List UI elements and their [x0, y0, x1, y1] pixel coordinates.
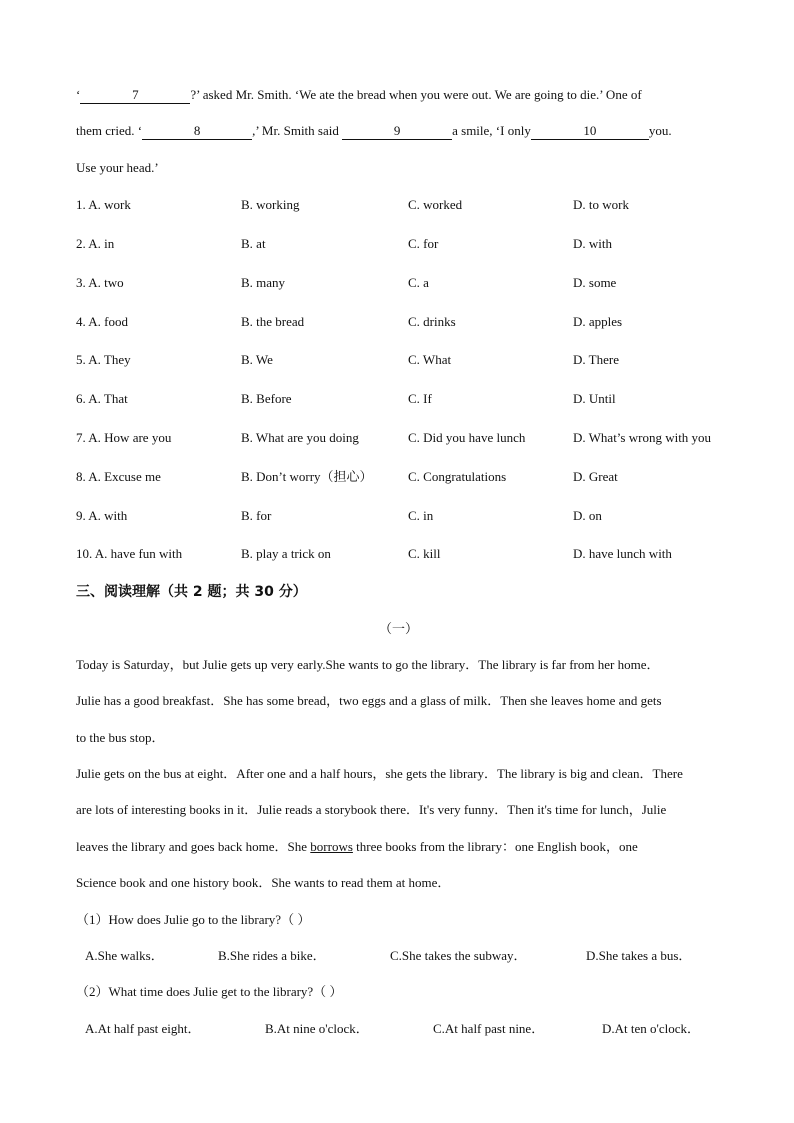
option-row-3: [76, 274, 736, 292]
option-d[interactable]: D. Until: [573, 391, 616, 406]
option-row-7: [76, 429, 736, 447]
option-c[interactable]: C. Congratulations: [408, 469, 507, 484]
option-b[interactable]: B. We: [241, 352, 273, 367]
option-d[interactable]: D. apples: [573, 314, 623, 329]
q2-option-d[interactable]: D.At ten o'clock．: [602, 1021, 701, 1036]
passage-line: Science book and one history book．She wants to read them at home．: [76, 875, 451, 890]
passage-line: to the bus stop．: [76, 730, 165, 745]
option-a[interactable]: 3. A. two: [76, 275, 124, 290]
cloze-line-1: [76, 86, 642, 104]
option-row-2: [76, 235, 736, 253]
option-d[interactable]: D. What’s wrong with you: [573, 430, 712, 445]
cloze-text: a smile, ‘I only: [452, 123, 531, 138]
cloze-line-3: Use your head.’: [76, 160, 159, 175]
option-b[interactable]: B. Before: [241, 391, 292, 406]
option-row-10: [76, 545, 736, 563]
q1-option-c[interactable]: C.She takes the subway．: [390, 948, 527, 963]
option-b[interactable]: B. many: [241, 275, 286, 290]
option-a[interactable]: 9. A. with: [76, 508, 128, 523]
passage-line: [76, 838, 638, 856]
cloze-text: ?’ asked Mr. Smith. ‘We ate the bread when you were out. We are going to die.’ One of: [190, 87, 642, 102]
option-a[interactable]: 5. A. They: [76, 352, 131, 367]
option-d[interactable]: D. Great: [573, 469, 618, 484]
option-c[interactable]: C. If: [408, 391, 432, 406]
passage-line: Julie has a good breakfast．She has some bread，two eggs and a glass of milk．Then she leaves home and gets: [76, 693, 662, 708]
option-b[interactable]: B. the bread: [241, 314, 305, 329]
option-d[interactable]: D. to work: [573, 197, 629, 212]
option-b[interactable]: B. working: [241, 197, 300, 212]
section-title: 三、阅读理解（共 2 题；共 30 分）: [76, 584, 307, 600]
open-quote: ‘: [76, 87, 81, 102]
option-row-4: [76, 313, 736, 331]
q1-option-d[interactable]: D.She takes a bus．: [586, 948, 692, 963]
passage-line: Today is Saturday，but Julie gets up very early.She wants to go the library．The library is far from her home．: [76, 657, 660, 672]
option-d[interactable]: D. on: [573, 508, 602, 523]
option-c[interactable]: C. What: [408, 352, 452, 367]
option-c[interactable]: C. a: [408, 275, 429, 290]
blank-10: 10: [531, 123, 649, 140]
option-b[interactable]: B. Don’t worry（担心）: [241, 469, 373, 484]
option-a[interactable]: 8. A. Excuse me: [76, 469, 161, 484]
option-b[interactable]: B. What are you doing: [241, 430, 359, 445]
blank-9: 9: [342, 123, 452, 140]
option-c[interactable]: C. in: [408, 508, 434, 523]
q2-option-c[interactable]: C.At half past nine．: [433, 1021, 545, 1036]
question-2-stem: （2）What time does Julie get to the library?（ ）: [76, 984, 343, 999]
q1-option-a[interactable]: A.She walks．: [85, 948, 164, 963]
blank-7: 7: [80, 87, 190, 104]
option-c[interactable]: C. kill: [408, 546, 441, 561]
option-c[interactable]: C. Did you have lunch: [408, 430, 526, 445]
part-label: （一）: [378, 621, 418, 636]
option-a[interactable]: 1. A. work: [76, 197, 131, 212]
option-b[interactable]: B. for: [241, 508, 272, 523]
question-1-stem: （1）How does Julie go to the library?（ ）: [76, 912, 311, 927]
option-row-8: [76, 468, 736, 486]
option-a[interactable]: 10. A. have fun with: [76, 546, 183, 561]
option-d[interactable]: D. some: [573, 275, 617, 290]
passage-line: are lots of interesting books in it．Julie reads a storybook there．It's very funny．Then it's time for lunch，Julie: [76, 802, 667, 817]
option-c[interactable]: C. drinks: [408, 314, 456, 329]
option-a[interactable]: 2. A. in: [76, 236, 115, 251]
option-c[interactable]: C. for: [408, 236, 439, 251]
passage-text: three books from the library：one English book，one: [352, 839, 638, 854]
option-c[interactable]: C. worked: [408, 197, 463, 212]
cloze-text: ,’ Mr. Smith said: [252, 123, 343, 138]
passage-text: leaves the library and goes back home．She: [76, 839, 311, 854]
option-b[interactable]: B. at: [241, 236, 266, 251]
cloze-text: them cried. ‘: [76, 123, 143, 138]
passage-line: Julie gets on the bus at eight．After one and a half hours，she gets the library．The library is big and clean．There: [76, 766, 683, 781]
q2-option-a[interactable]: A.At half past eight．: [85, 1021, 201, 1036]
option-a[interactable]: 6. A. That: [76, 391, 128, 406]
q2-option-b[interactable]: B.At nine o'clock．: [265, 1021, 369, 1036]
option-a[interactable]: 4. A. food: [76, 314, 128, 329]
option-b[interactable]: B. play a trick on: [241, 546, 331, 561]
blank-8: 8: [142, 123, 252, 140]
cloze-text: you.: [648, 123, 672, 138]
underlined-word: borrows: [310, 839, 353, 854]
cloze-line-2: [76, 122, 672, 140]
option-a[interactable]: 7. A. How are you: [76, 430, 172, 445]
option-row-1: [76, 196, 736, 214]
option-d[interactable]: D. have lunch with: [573, 546, 672, 561]
option-row-9: [76, 507, 736, 525]
option-d[interactable]: D. There: [573, 352, 619, 367]
option-d[interactable]: D. with: [573, 236, 612, 251]
option-row-5: [76, 351, 736, 369]
option-row-6: [76, 390, 736, 408]
q1-option-b[interactable]: B.She rides a bike．: [218, 948, 326, 963]
